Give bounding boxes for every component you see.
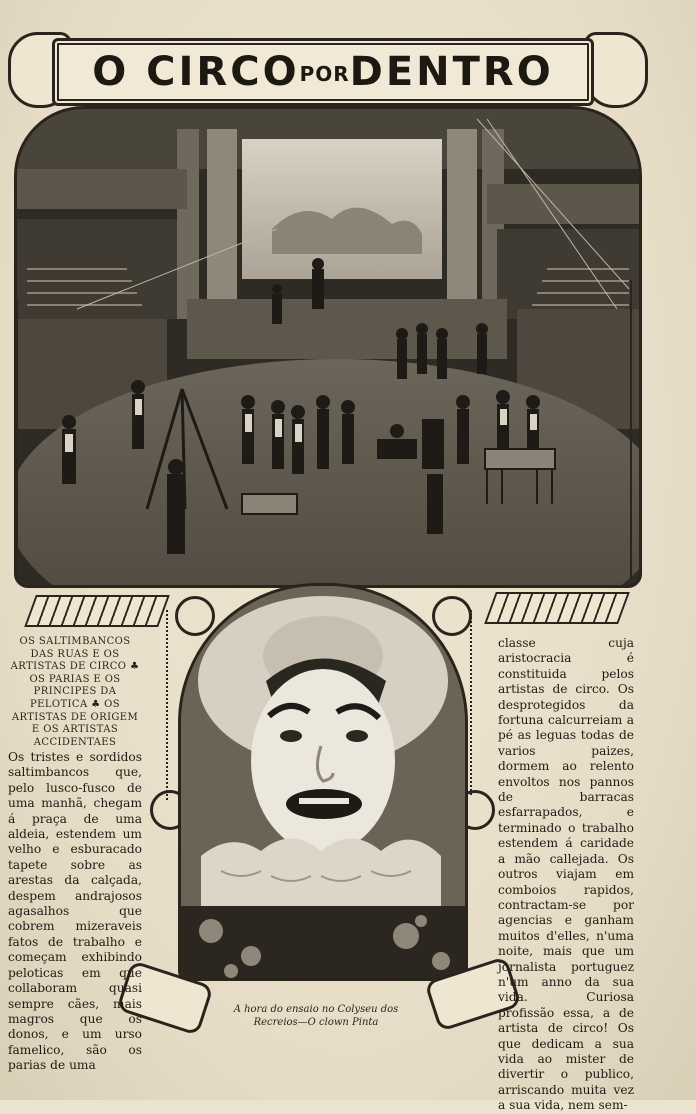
article-text-left-column: Os tristes e sordidos saltimbancos que, pelo lusco-fusco de uma manhã, chegam á praça de uma aldeia, estendem um velho e esburacado tapete sobre as arestas da calçada, despem andrajosos agasalhos que cobrem mizeraveis fatos de trabalho e começam exhibindo peloticas em que collaboram quasi sempre cães, mais magros que os donos, e um urso famelico, são os parias de uma [8, 750, 142, 1073]
title-word-dentro: DENTRO [349, 49, 554, 95]
bench-ornament-right [484, 592, 630, 624]
bench-ornament-left [24, 595, 170, 627]
trapeze-rope [166, 610, 168, 800]
article-subheading: OS SALTIMBANCOS DAS RUAS E OS ARTISTAS DE CIRCO ♣ OS PARIAS E OS PRINCIPES DA PELOTICA ♣ OS ARTISTAS DE ORIGEM E OS ARTISTAS ACCIDENTAES [10, 636, 140, 748]
arena-rehearsal-photo [17, 109, 639, 585]
clown-pinta-portrait [181, 586, 465, 978]
photo-caption: A hora do ensaio no Colyseu dos Recreios—O clown Pinta [233, 1004, 399, 1028]
right-frame-rule [630, 280, 632, 580]
arena-photo-frame [14, 106, 642, 588]
left-frame-rule [16, 300, 18, 580]
title-banner [52, 38, 594, 106]
trapeze-rope [470, 610, 472, 795]
title-word-circo: O CIRCO [92, 49, 300, 95]
page-title [92, 49, 553, 95]
article-text-right-column: classe cuja aristocracia é constituida pelos artistas de circo. Os desprotegidos da fortuna calcurreiam a pé as leguas todas de varios paizes, dormem ao relento envoltos nos pannos de barracas esfarrapados, e terminado o trabalho estendem á caridade a mão callejada. Os outros viajam em comboios rapidos, contractam-se por agencias e ganham muitos d'elles, n'uma noite, mais que um jornalista portuguez n'um anno da sua vida. Curiosa profissão essa, a de artista de circo! Os que dedicam a sua vida ao mister de divertir o publico, arriscando muita vez a sua vida, nem sem- [498, 636, 634, 1113]
clown-portrait-frame [178, 583, 468, 981]
title-word-por: POR [299, 62, 350, 86]
